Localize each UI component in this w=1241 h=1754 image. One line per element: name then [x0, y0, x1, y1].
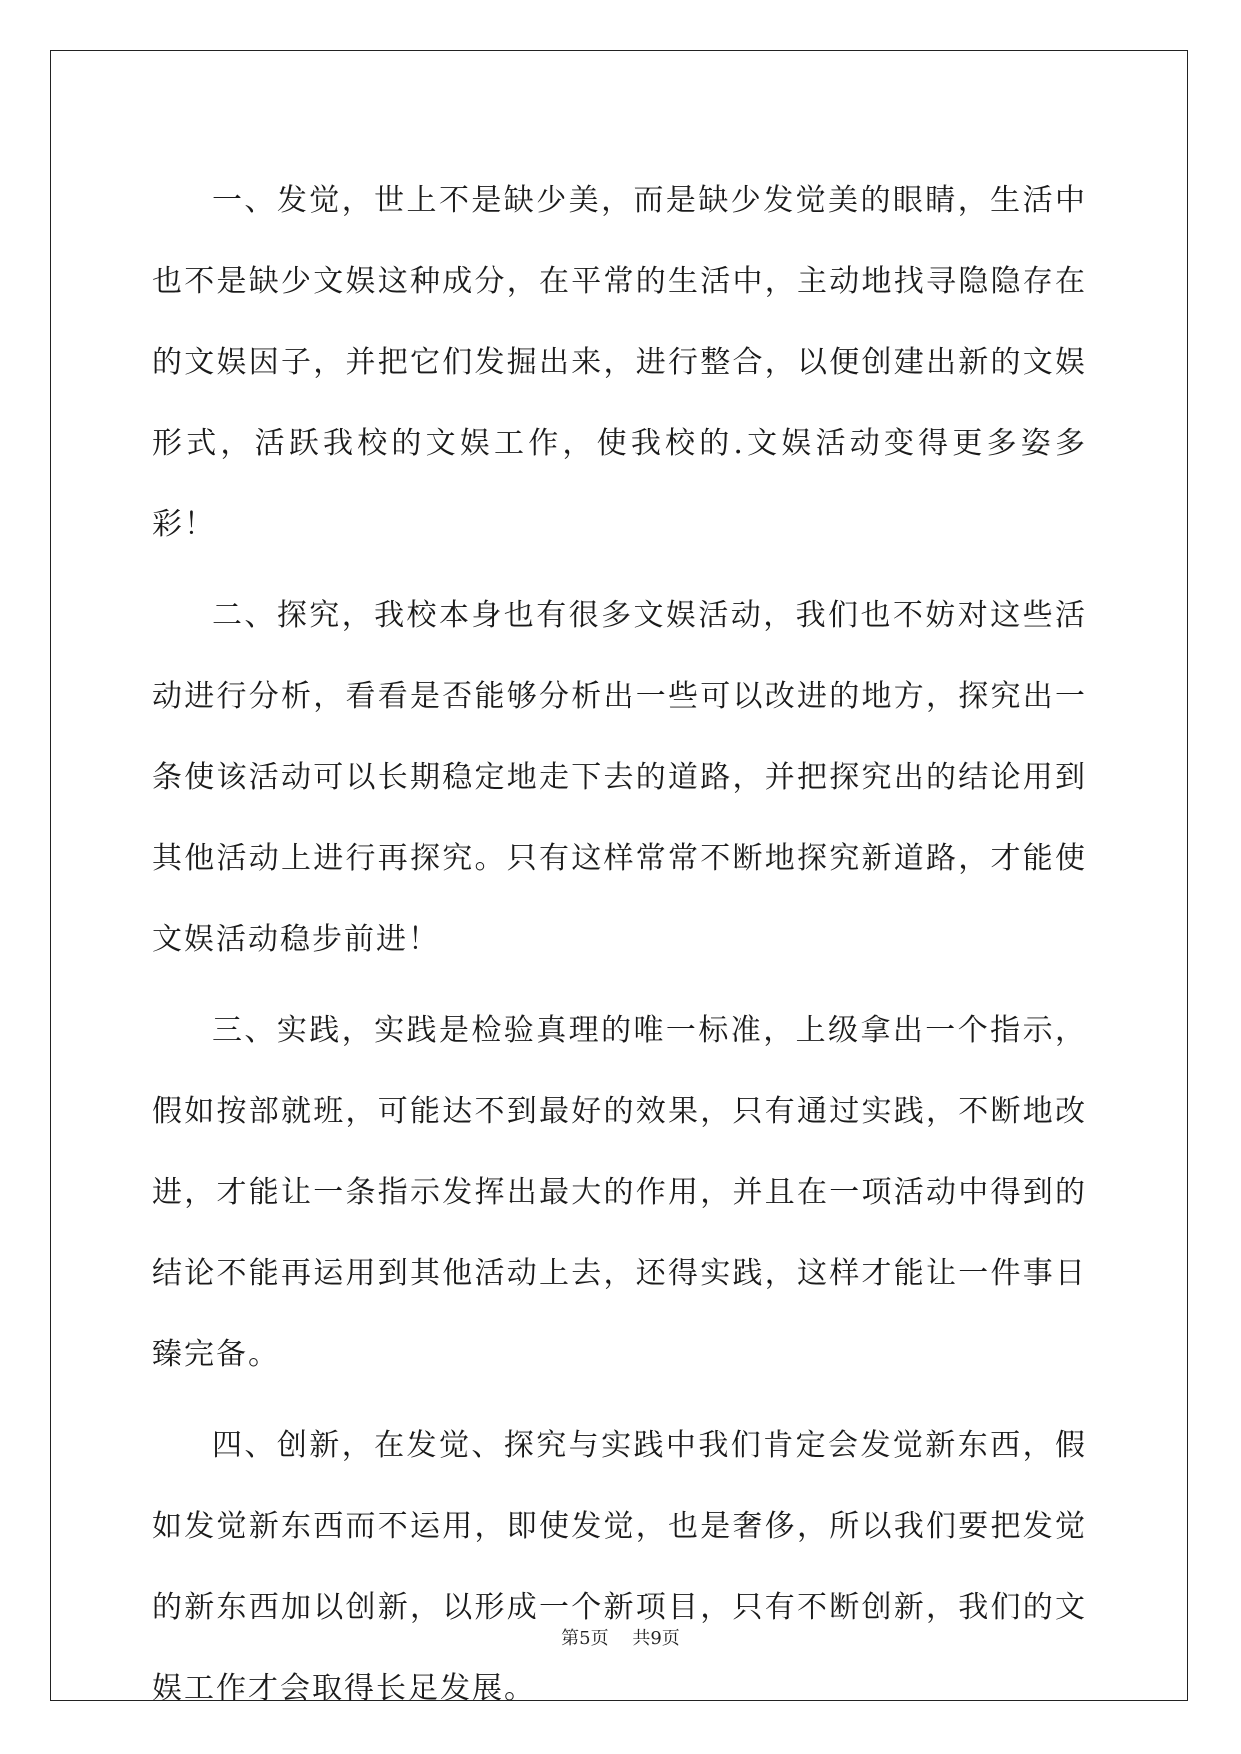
page-number: 第5页 — [561, 1628, 609, 1649]
page-footer — [0, 1624, 1241, 1650]
paragraph-discover: 一、发觉，世上不是缺少美，而是缺少发觉美的眼睛，生活中也不是缺少文娱这种成分，在平常的生活中，主动地找寻隐隐存在的文娱因子，并把它们发掘出来，进行整合，以便创建出新的文娱形式，活跃我校的文娱工作，使我校的.文娱活动变得更多姿多彩！ — [152, 183, 1087, 542]
document-body — [152, 160, 1087, 1739]
paragraph-explore: 二、探究，我校本身也有很多文娱活动，我们也不妨对这些活动进行分析，看看是否能够分析出一些可以改进的地方，探究出一条使该活动可以长期稳定地走下去的道路，并把探究出的结论用到其他活动上进行再探究。只有这样常常不断地探究新道路，才能使文娱活动稳步前进！ — [152, 598, 1087, 957]
paragraph-innovate: 四、创新，在发觉、探究与实践中我们肯定会发觉新东西，假如发觉新东西而不运用，即使发觉，也是奢侈，所以我们要把发觉的新东西加以创新，以形成一个新项目，只有不断创新，我们的文娱工作才会取得长足发展。 — [152, 1428, 1087, 1706]
page-total: 共9页 — [632, 1628, 680, 1649]
paragraph-practice: 三、实践，实践是检验真理的唯一标准，上级拿出一个指示，假如按部就班，可能达不到最好的效果，只有通过实践，不断地改进，才能让一条指示发挥出最大的作用，并且在一项活动中得到的结论不能再运用到其他活动上去，还得实践，这样才能让一件事日臻完备。 — [152, 1013, 1087, 1372]
